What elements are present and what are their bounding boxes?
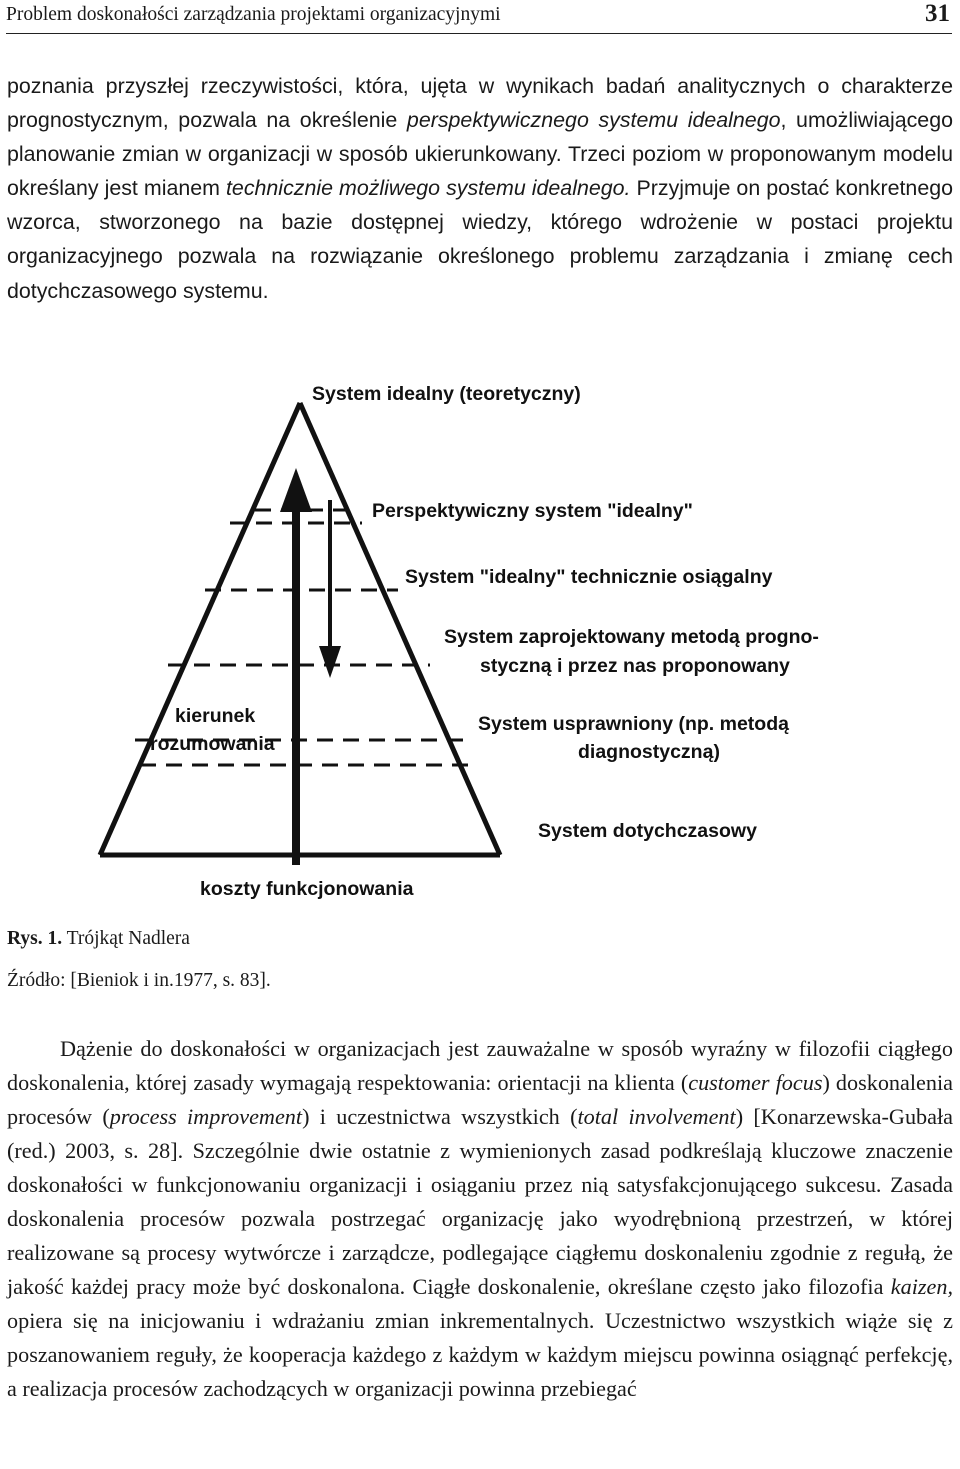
text-run: poznania przyszłej rzeczywistości, która, ujęta w wynikach badań analitycznych o charakterze prognostycznym, pozwala na określenie — [7, 74, 953, 133]
label-level-3-line2: styczną i przez nas proponowany — [480, 655, 790, 677]
italic-term: total involvement — [577, 1104, 736, 1129]
figure-number: Rys. 1. — [7, 928, 63, 949]
figure-source: Źródło: [Bieniok i in.1977, s. 83]. — [7, 970, 271, 991]
text-run: , umożliwiającego planowanie zmian w organizacji w sposób ukierunkowany. Trzeci poziom w proponowanym modelu określany jest mianem — [7, 108, 953, 201]
paragraph-intro — [7, 69, 953, 308]
page-number: 31 — [925, 0, 950, 27]
label-level-4-line2: diagnostyczną) — [578, 741, 720, 763]
label-costs: koszty funkcjonowania — [200, 878, 414, 900]
triangle-diagram — [0, 360, 960, 920]
paragraph-main — [7, 1032, 953, 1406]
running-header — [6, 0, 952, 34]
text-run: ) doskonalenia procesów ( — [7, 1070, 953, 1129]
up-arrow-head-icon — [280, 468, 312, 512]
text-run: Dążenie do doskonałości w organizacjach jest zauważalne w sposób wyraźny w filozofii ciągłego doskonalenia, której zasady wymagają respektowania: orientacji na klienta ( — [7, 1036, 953, 1095]
header-title: Problem doskonałości zarządzania projektami organizacyjnymi — [6, 4, 501, 25]
triangle-left-side — [100, 403, 300, 855]
text-run: ) [Konarzewska-Gubała (red.) 2003, s. 28]. Szczególnie dwie ostatnie z wymienionych zasad podkreślają kluczowe znaczenie doskonałości w funkcjonowaniu organizacji i osiąganiu przez nią satysfakcjonującego sukcesu. Zasada doskonalenia procesów pozwala postrzegać organizację jako wyodrębnioną przestrzeń, w której realizowane są procesy wytwórcze i zarządcze, podlegające ciągłemu doskonaleniu zgodnie z regułą, że jakość każdej pracy może być doskonalona. Ciągłe doskonalenie, określane często jako filozofia — [7, 1104, 953, 1299]
text-run: Przyjmuje on postać konkretnego wzorca, stworzonego na bazie dostępnej wiedzy, którego wdrożenie w postaci projektu organizacyjnego pozwala na rozwiązanie określonego problemu zarządzania i zmianę cech dotychczasowego systemu. — [7, 176, 954, 303]
label-level-3-line1: System zaprojektowany metodą progno- — [444, 626, 819, 648]
italic-term: perspektywicznego systemu idealnego — [406, 108, 781, 133]
label-level-5: System dotychczasowy — [538, 820, 757, 842]
italic-term: technicznie możliwego systemu idealnego. — [225, 176, 631, 201]
figure-title: Trójkąt Nadlera — [62, 928, 190, 949]
nadler-triangle-figure — [0, 360, 960, 920]
arrow-label-line2: rozumowania — [150, 733, 275, 755]
italic-term: kaizen, — [890, 1274, 953, 1299]
figure-caption — [7, 928, 190, 950]
italic-term: customer focus — [688, 1070, 823, 1095]
arrow-label-line1: kierunek — [175, 705, 256, 727]
down-arrow-head-icon — [319, 646, 341, 678]
label-level-4-line1: System usprawniony (np. metodą — [478, 713, 789, 735]
label-level-1: Perspektywiczny system "idealny" — [372, 500, 693, 522]
text-run: opiera się na inicjowaniu i wdrażaniu zmian inkrementalnych. Uczestnictwo wszystkich wiąże się z poszanowaniem reguły, że kooperacja każdego z każdym w każdym miejscu powinna osiągnąć perfekcję, a realizacja procesów zachodzących w organizacji powinna przebiegać — [7, 1308, 953, 1401]
italic-term: process improvement — [109, 1104, 303, 1129]
label-ideal-system: System idealny (teoretyczny) — [312, 383, 581, 405]
text-run: ) i uczestnictwa wszystkich ( — [302, 1104, 578, 1129]
label-level-2: System "idealny" technicznie osiągalny — [405, 566, 773, 588]
